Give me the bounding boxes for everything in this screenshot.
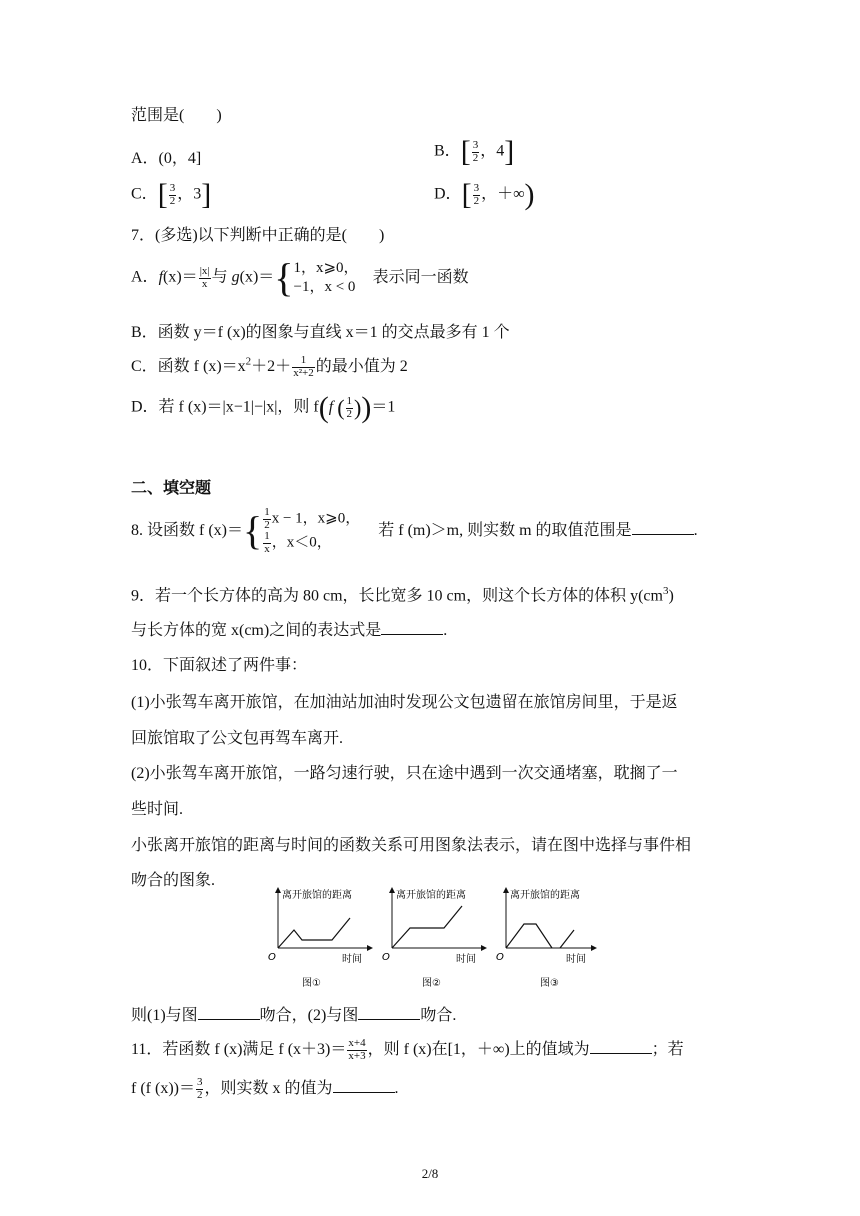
graphs-figure bbox=[258, 884, 598, 994]
graph-3-origin: O bbox=[496, 952, 504, 963]
q6-tail: 范围是( ) bbox=[131, 107, 222, 124]
q11-blank-1 bbox=[590, 1039, 652, 1054]
graph-3 bbox=[496, 888, 594, 989]
q7-stem: 7．(多选)以下判断中正确的是( ) bbox=[131, 227, 385, 244]
q7-option-c: C．函数 f $(x)=x^2+2+$ $\frac{1}{\text{x²+2}}$ 的最小值为 2 bbox=[131, 354, 408, 379]
graph-3-curve-b bbox=[560, 930, 574, 948]
q9-blank bbox=[381, 620, 443, 635]
q10-blank-1 bbox=[198, 1005, 260, 1020]
q7-option-b: B．函数 y＝f (x)的图象与直线 x＝1 的交点最多有 1 个 bbox=[131, 324, 510, 341]
q9-line2: 与长方体的宽 x(cm)之间的表达式是 . bbox=[131, 622, 448, 639]
section-title: 二、填空题 bbox=[131, 480, 212, 497]
graph-2-curve bbox=[392, 906, 462, 948]
q10-prompt-line1: 小张离开旅馆的距离与时间的函数关系可用图象法表示，请在图中选择与事件相 bbox=[131, 837, 692, 854]
graph-2-ylabel: 离开旅馆的距离 bbox=[396, 890, 466, 901]
graph-1-xlabel: 时间 bbox=[342, 954, 362, 965]
q10-prompt-line2: 吻合的图象. bbox=[131, 872, 216, 889]
q8: 8. 设函数 f (x)＝{ $\frac{1}{2}$ x − 1，x⩾0， $\frac{1}{x}$ ，x＜0， 若 f (m)＞m, 则实数 m 的取值范围是 . bbox=[131, 506, 698, 555]
graph-3-xlabel: 时间 bbox=[566, 954, 586, 965]
graph-1-curve bbox=[278, 918, 350, 948]
graph-2 bbox=[382, 888, 484, 989]
q6-option-d: D．[ $\frac{3}{2}$ ，＋∞) bbox=[434, 178, 535, 211]
graph-3-ylabel: 离开旅馆的距离 bbox=[510, 890, 580, 901]
q10-event2-line2: 些时间. bbox=[131, 801, 184, 818]
q8-blank bbox=[632, 520, 694, 535]
page-number: 2/8 bbox=[421, 1166, 439, 1181]
q6-option-b: B．[ $\frac{3}{2}$ ，4] bbox=[434, 135, 515, 168]
q10-event2-line1: (2)小张驾车离开旅馆，一路匀速行驶，只在途中遇到一次交通堵塞，耽搁了一 bbox=[131, 765, 678, 782]
graph-1-ylabel: 离开旅馆的距离 bbox=[282, 890, 352, 901]
q11-line1: 11．若函数 f (x)满足 f (x＋3)＝ $\frac{x+4}{x+3}$ ，则 f (x)在[1，＋∞)上的值域为 ；若 bbox=[131, 1037, 684, 1062]
graph-3-curve-a bbox=[506, 924, 552, 948]
q10-stem: 10．下面叙述了两件事： bbox=[131, 657, 308, 674]
q10-blank-2 bbox=[358, 1005, 420, 1020]
q6-option-c: C．[ $\frac{3}{2}$ ，3] bbox=[131, 178, 212, 211]
q10-event1-line1: (1)小张驾车离开旅馆，在加油站加油时发现公文包遗留在旅馆房间里，于是返 bbox=[131, 694, 678, 711]
q7-option-d: D．若 f (x)＝|x−1|−|x|，则 f(f ( $\frac{1}{2}$ ))＝1 bbox=[131, 391, 396, 424]
graph-2-caption: 图② bbox=[422, 978, 441, 989]
q9-line1: 9．若一个长方体的高为 80 cm，长比宽多 10 cm，则这个长方体的体积 $y(cm^3)$ bbox=[131, 585, 674, 605]
q6-option-a: A．(0，4] bbox=[131, 150, 202, 167]
graph-2-origin: O bbox=[382, 952, 390, 963]
graph-2-xlabel: 时间 bbox=[456, 954, 476, 965]
q10-event1-line2: 回旅馆取了公文包再驾车离开. bbox=[131, 730, 344, 747]
graph-1 bbox=[268, 888, 370, 989]
q7-option-a: A．f(x)＝ $\frac{|x|}{x}$ 与 g(x)＝{ 1，x⩾0， −1，x < 0 表示同一函数 bbox=[131, 255, 469, 300]
graph-1-caption: 图① bbox=[302, 978, 321, 989]
q11-blank-2 bbox=[333, 1078, 395, 1093]
q10-answer: 则(1)与图 吻合，(2)与图 吻合. bbox=[131, 1007, 457, 1024]
graph-1-origin: O bbox=[268, 952, 276, 963]
graph-3-caption: 图③ bbox=[540, 978, 559, 989]
q11-line2: f (f (x))＝ $\frac{3}{2}$ ，则实数 x 的值为 . bbox=[131, 1076, 399, 1101]
